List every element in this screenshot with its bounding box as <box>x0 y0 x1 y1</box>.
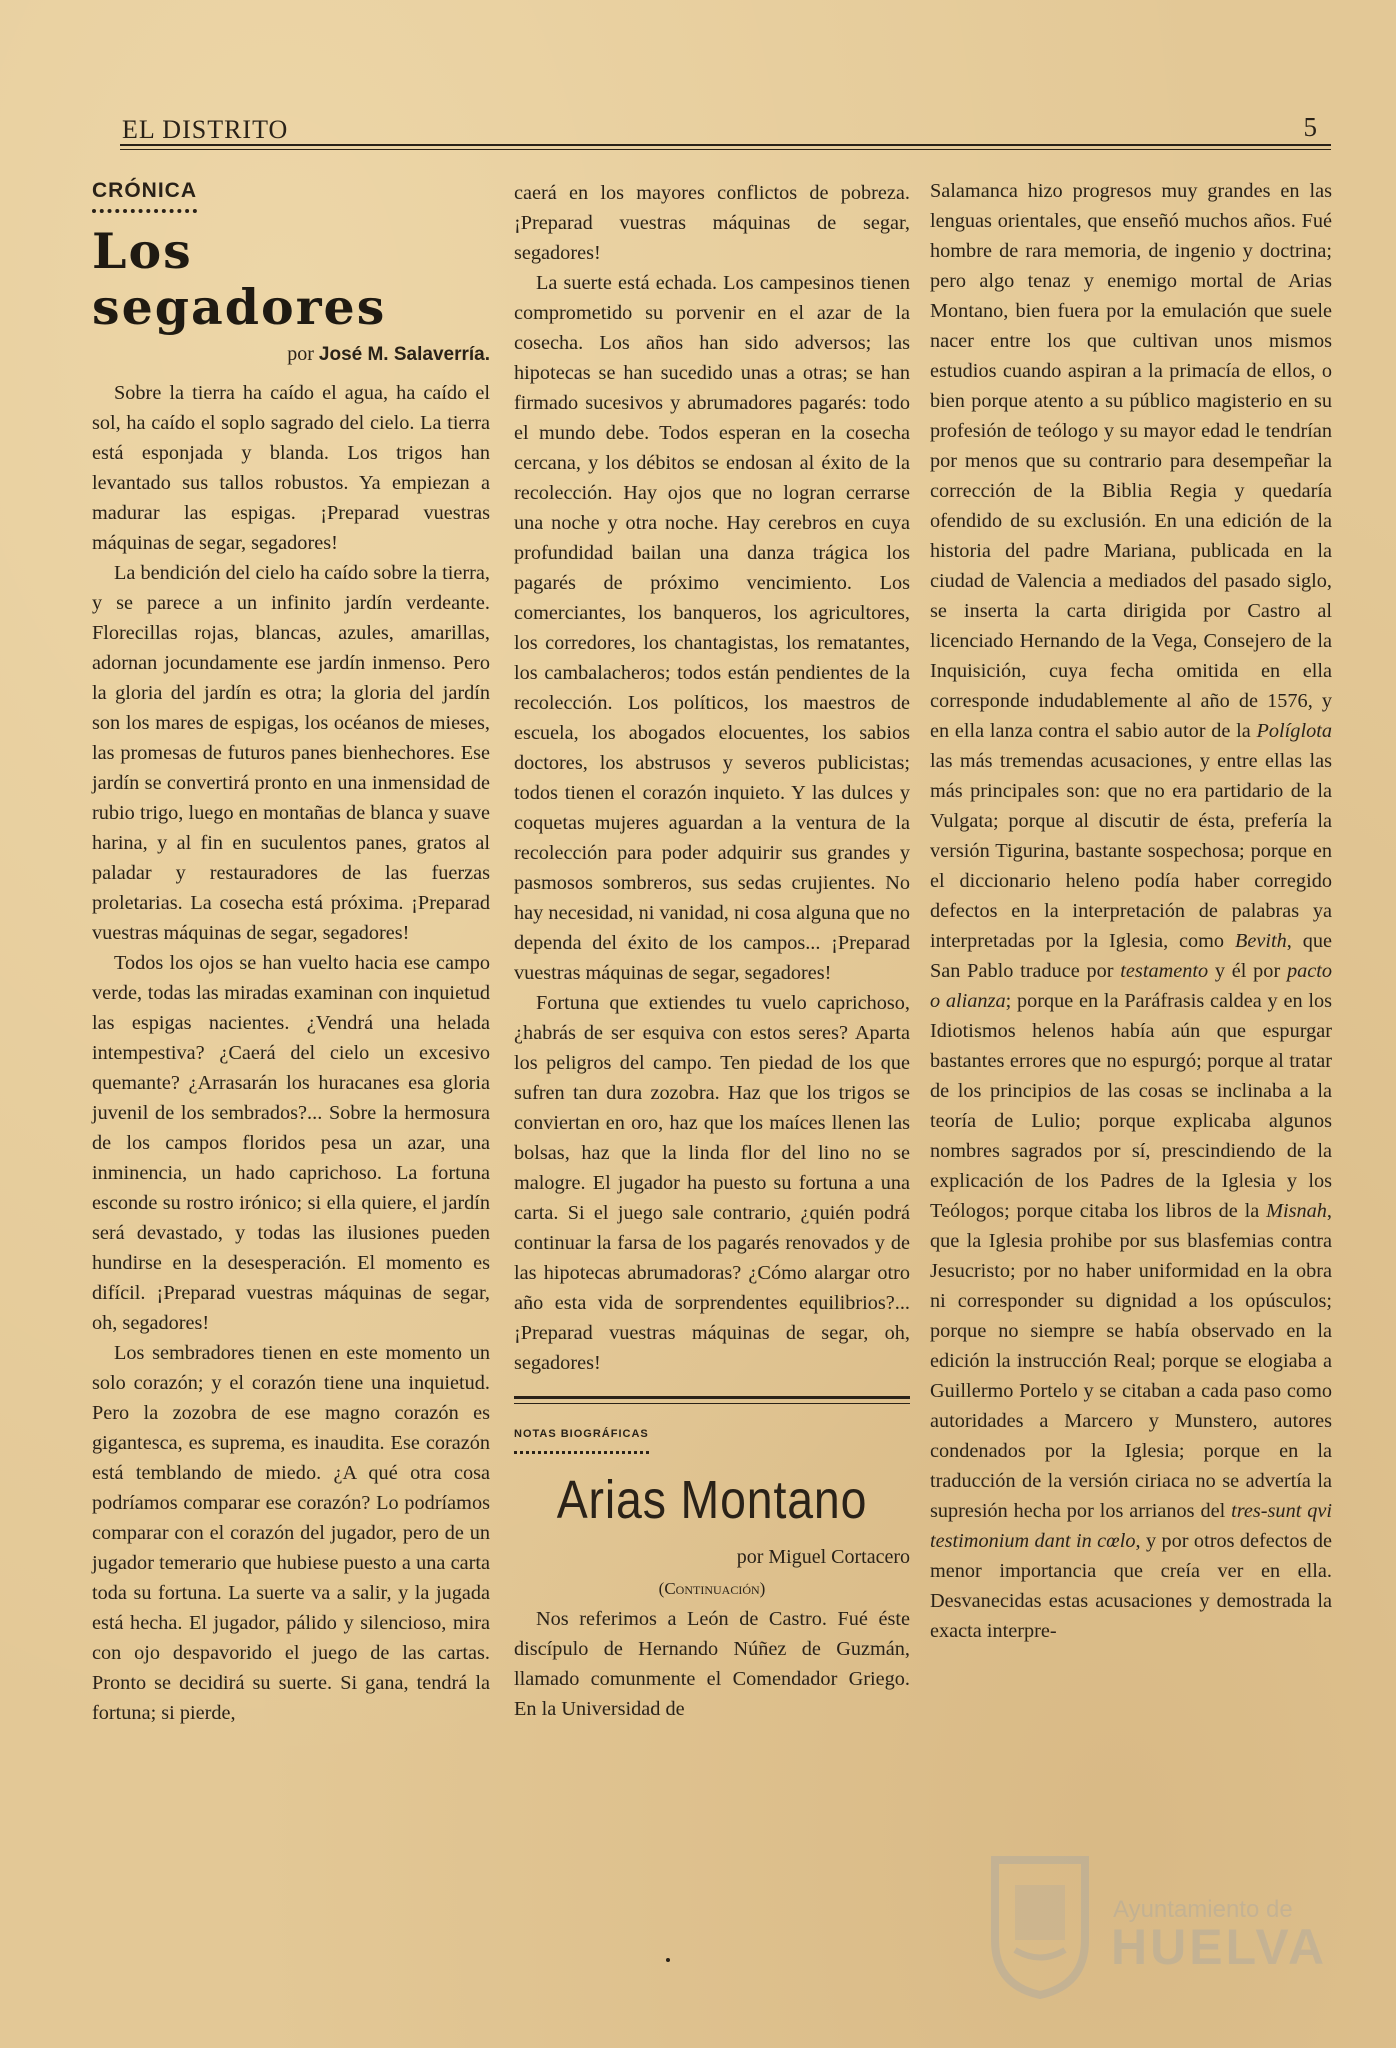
newspaper-title: EL DISTRITO <box>122 115 289 144</box>
italic-term: pacto o alianza <box>930 960 1332 1012</box>
byline-prefix: por <box>736 1546 764 1568</box>
watermark-line2: HUELVA <box>1111 1919 1328 1975</box>
paragraph: Salamanca hizo progresos muy grandes en las lenguas orientales, que enseñó muchos años. Fué hombre de rara memoria, de ingenio y doctrina; pero algo tenaz y enemigo mortal de Arias Montano, bien fuera por la emulación que suele nacer entre los que cultivan unos mismos estudios cuando aspiran a la primacía de ellos, o bien porque atento a su público magisterio en su profesión de teólogo y su mayor edad le tendrían por menos que su contrario para desempeñar la corrección de la Biblia Regia y quedaría ofendido de su exclusión. En una edición de la historia del padre Mariana, publicada en la ciudad de Valencia a mediados del pasado siglo, se inserta la carta dirigida por Castro al licenciado Hernando de la Vega, Consejero de la Inquisición, cuya fecha omitida en ella corresponde indudablemente al año de 1576, y en ella lanza contra el sabio autor de la Políglota las más tremendas acusaciones, y entre ellas las más principales son: que no era partidario de la Vulgata; porque al discutir de ésta, prefería la versión Tigurina, bastante sospechosa; porque en el diccionario heleno podía haber corregido defectos en la interpretación de palabras ya interpretadas por la Iglesia, como Bevith, que San Pablo traduce por testamento y él por pacto o alianza; porque en la Paráfrasis caldea y en los Idiotismos helenos había aún que espurgar bastantes errores que no espurgó; porque al tratar de los principios de las cosas se inclinaba a la teoría de Lulio; porque explicaba algunos nombres sagrados por sí, prescindiendo de la explicación de los Padres de la Iglesia y los Teólogos; porque citaba los libros de la Misnah, que la Iglesia prohibe por sus blasfemias contra Jesucristo; por no haber uniformidad en la obra ni corresponder su dignidad a los opúsculos; porque no siempre se había observado en la edición la instrucción Real; porque se elogiaba a Guillermo Portelo y se citaban a cada paso como autoridades a Marcero y Munstero, autores condenados por la Iglesia; porque en la traducción de la versión ciriaca no se advertía la supresión hecha por los arrianos del tres-sunt qvi testimonium dant in cœlo, y por otros defectos de menor importancia que creía ver en ella. Desvanecidas estas acusaciones y demostrada la exacta interpre- <box>930 180 1332 1642</box>
italic-term: Misnah <box>1266 1200 1327 1222</box>
paragraph: La bendición del cielo ha caído sobre la tierra, y se parece a un infinito jardín verdeante. Florecillas rojas, blancas, azules, amarillas, adornan jocundamente ese jardín inmenso. Pero la gloria del jardín es otra; la gloria del jardín son los mares de espigas, los océanos de mieses, las promesas de futuros panes bienhechores. Ese jardín se convertirá pronto en una inmensidad de rubio trigo, luego en montañas de blanca y suave harina, y al fin en suculentos panes, gratos al paladar y restauradores de las fuerzas proletarias. La cosecha está próxima. ¡Preparad vuestras máquinas de segar, segadores! <box>92 562 490 944</box>
italic-term: Bevith <box>1234 930 1287 952</box>
continuation-note: (Continuación) <box>658 1579 766 1598</box>
column-3 <box>930 176 1332 1646</box>
column-1 <box>92 176 490 1728</box>
paragraph: caerá en los mayores conflictos de pobreza. ¡Preparad vuestras máquinas de segar, segadores! <box>514 182 910 264</box>
italic-term: Políglota <box>1256 720 1332 742</box>
page-header <box>122 112 1317 146</box>
byline-author: José M. Salaverría. <box>318 344 490 365</box>
byline-author: Miguel Cortacero <box>768 1546 910 1568</box>
article-divider <box>514 1396 910 1404</box>
paragraph: Fortuna que extiendes tu vuelo caprichoso, ¿habrás de ser esquiva con estos seres? Aparta los peligros del campo. Ten piedad de los que sufren tan dura zozobra. Haz que los trigos se conviertan en oro, haz que los maíces llenen las bolsas, haz que la linda flor del lino no se malogre. El jugador ha puesto su fortuna a una carta. Si el juego sale contrario, ¿quién podrá continuar la farsa de los pagarés renovados y de las hipotecas abrumadoras? ¿Cómo alargar otro año esta vida de sorprendentes equilibrios?... ¡Preparad vuestras máquinas de segar, oh, segadores! <box>514 992 910 1374</box>
article-byline-2 <box>514 1542 910 1572</box>
shield-icon <box>985 1850 1095 2000</box>
paragraph: La suerte está echada. Los campesinos tienen comprometido su porvenir en el azar de la cosecha. Los años han sido adversos; las hipotecas se han sucedido unas a otras; se han firmado sucesivos y abrumadores pagarés: todo el mundo debe. Todos esperan en la cosecha cercana, y los débitos se endosan al éxito de la recolección. Hay ojos que no logran cerrarse una noche y otra noche. Hay cerebros en cuya profundidad bailan una danza trágica los pagarés de próximo vencimiento. Los comerciantes, los banqueros, los agricultores, los corredores, los chantagistas, los rematantes, los cambalacheros; todos están pendientes de la recolección. Los políticos, los maestros de escuela, los abogados elocuentes, los sabios doctores, los abstrusos y severos publicistas; todos tienen el corazón inquieto. Y las dulces y coquetas mujeres aguardan a la ventura de la recolección para poder adquirir sus grandes y pasmosos sombreros, sus sedas crujientes. No hay necesidad, ni vanidad, ni cosa alguna que no dependa del éxito de los campos... ¡Preparad vuestras máquinas de segar, segadores! <box>514 272 910 984</box>
byline-prefix: por <box>287 343 314 365</box>
paragraph: Nos referimos a León de Castro. Fué éste discípulo de Hernando Núñez de Guzmán, llamado comunmente el Comendador Griego. En la Universidad de <box>514 1608 910 1720</box>
section-kicker: CRÓNICA <box>92 176 197 213</box>
page-number: 5 <box>1303 112 1317 142</box>
italic-term: testamento <box>1120 960 1209 982</box>
header-rule <box>120 144 1331 150</box>
column-2 <box>514 178 910 1724</box>
section-kicker-notas: NOTAS BIOGRÁFICAS <box>514 1419 649 1454</box>
watermark-line1: Ayuntamiento de <box>1113 1896 1293 1923</box>
ink-dot <box>666 1958 670 1962</box>
archive-watermark <box>985 1850 1328 2020</box>
italic-term: tres-sunt qvi testimonium dant in cœlo <box>930 1500 1332 1552</box>
article-title: Los segadores <box>92 222 387 336</box>
paragraph: Todos los ojos se han vuelto hacia ese campo verde, todas las miradas examinan con inquietud las espigas nacientes. ¿Vendrá una helada intempestiva? ¿Caerá del cielo un excesivo quemante? ¿Arrasarán los huracanes esa gloria juvenil de los sembrados?... Sobre la hermosura de los campos floridos pesa un azar, una inminencia, un hado caprichoso. La fortuna esconde su rostro irónico; si ella quiere, el jardín será devastado, y todas las ilusiones pueden hundirse en la desesperación. El momento es difícil. ¡Preparad vuestras máquinas de segar, oh, segadores! <box>92 952 490 1334</box>
article-title-arias: Arias Montano <box>556 1470 868 1530</box>
paragraph: Sobre la tierra ha caído el agua, ha caído el sol, ha caído el soplo sagrado del cielo. La tierra está esponjada y blanda. Los trigos han levantado sus tallos robustos. Ya empiezan a madurar las espigas. ¡Preparad vuestras máquinas de segar, segadores! <box>92 382 490 554</box>
paragraph: Los sembradores tienen en este momento un solo corazón; y el corazón tiene una inquietud. Pero la zozobra de ese magno corazón es gigantesca, es suprema, es inaudita. Ese corazón está temblando de miedo. ¿A qué otra cosa podríamos comparar ese corazón? Lo podríamos comparar con el corazón del jugador, pero de un jugador temerario que hubiese puesto a una carta toda su fortuna. La suerte va a salir, y la jugada está hecha. El jugador, pálido y silencioso, mira con ojo despavorido el juego de las cartas. Pronto se decidirá su suerte. Si gana, tendrá la fortuna; si pierde, <box>92 1342 490 1724</box>
article-byline <box>92 339 490 370</box>
